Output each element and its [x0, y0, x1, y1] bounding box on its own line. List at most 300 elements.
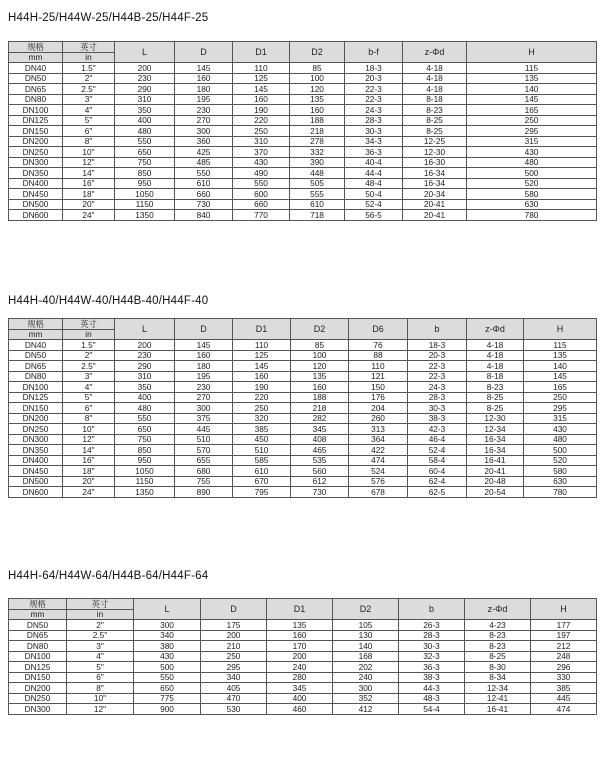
table-cell: 890	[175, 487, 233, 498]
header-unit-in: in	[67, 609, 134, 620]
table-cell: 145	[233, 84, 290, 95]
table-cell: 278	[290, 136, 345, 147]
table-cell: 20"	[63, 476, 115, 487]
table-cell: 650	[115, 424, 175, 435]
table-cell: 110	[233, 340, 291, 351]
table-cell: 36-3	[399, 662, 465, 673]
table-cell: 16"	[63, 455, 115, 466]
table-cell: 4"	[63, 382, 115, 393]
table-cell: 400	[115, 115, 175, 126]
table-cell: 38-3	[399, 672, 465, 683]
table-row	[9, 147, 597, 158]
table-cell: 140	[333, 641, 399, 652]
table-cell: 295	[524, 403, 597, 414]
table-cell: 6"	[63, 126, 115, 137]
table-cell: 40-4	[345, 157, 403, 168]
table-cell: 20"	[63, 199, 115, 210]
table-cell: 145	[524, 371, 597, 382]
table-cell: 4-18	[403, 84, 467, 95]
table-cell: 755	[175, 476, 233, 487]
table-cell: 450	[233, 434, 291, 445]
table-cell: 280	[267, 672, 333, 683]
table-cell: 2"	[63, 350, 115, 361]
table-cell: 22-3	[345, 94, 403, 105]
table-cell: 500	[467, 168, 597, 179]
table-cell: 125	[233, 350, 291, 361]
table-row	[9, 63, 597, 74]
header-col: D1	[233, 319, 291, 340]
table-cell: 445	[531, 693, 597, 704]
table-cell: 160	[290, 105, 345, 116]
table-cell: 430	[524, 424, 597, 435]
table-cell: 1350	[115, 210, 175, 221]
table-cell: DN400	[9, 455, 63, 466]
table-cell: 3"	[67, 641, 134, 652]
header-col: b-f	[345, 42, 403, 63]
table-row	[9, 630, 597, 641]
table-cell: DN50	[9, 620, 67, 631]
table-cell: DN80	[9, 371, 63, 382]
table-cell: 30-3	[399, 641, 465, 652]
table-cell: 345	[267, 683, 333, 694]
table-cell: 4-18	[403, 63, 467, 74]
table-row	[9, 662, 597, 673]
table-cell: 16-34	[467, 434, 524, 445]
table-cell: 400	[115, 392, 175, 403]
table-cell: 195	[175, 94, 233, 105]
table-cell: 18-3	[345, 63, 403, 74]
table-row	[9, 487, 597, 498]
table-cell: 718	[290, 210, 345, 221]
table-row	[9, 424, 597, 435]
table-cell: 218	[291, 403, 349, 414]
table-cell: 352	[333, 693, 399, 704]
table-cell: 135	[524, 350, 597, 361]
table-cell: DN40	[9, 340, 63, 351]
table-cell: 230	[175, 105, 233, 116]
table-row	[9, 361, 597, 372]
table-cell: 20-41	[403, 199, 467, 210]
table-cell: 190	[233, 382, 291, 393]
section-3-title: H44H-64/H44W-64/H44B-64/H44F-64	[8, 570, 209, 582]
table-cell: 485	[175, 157, 233, 168]
table-cell: 332	[290, 147, 345, 158]
table-cell: 576	[349, 476, 408, 487]
table-cell: DN125	[9, 115, 63, 126]
table-cell: 775	[134, 693, 201, 704]
table-cell: 135	[290, 94, 345, 105]
table-cell: 850	[115, 168, 175, 179]
table-cell: 160	[291, 382, 349, 393]
table-cell: 200	[115, 63, 175, 74]
table-cell: 630	[524, 476, 597, 487]
header-col: D6	[349, 319, 408, 340]
table-cell: 300	[134, 620, 201, 631]
table-row	[9, 382, 597, 393]
table-cell: 36-3	[345, 147, 403, 158]
table-cell: 950	[115, 178, 175, 189]
table-cell: 160	[233, 371, 291, 382]
table-cell: 220	[233, 392, 291, 403]
table-cell: DN450	[9, 189, 63, 200]
table-cell: 8-34	[465, 672, 531, 683]
table-cell: 145	[175, 63, 233, 74]
header-unit-in: in	[63, 329, 115, 340]
table-cell: 22-3	[345, 84, 403, 95]
table-cell: 12"	[63, 157, 115, 168]
table-cell: 408	[291, 434, 349, 445]
header-unit-mm: mm	[9, 609, 67, 620]
table-cell: 115	[524, 340, 597, 351]
header-col: b	[399, 599, 465, 620]
table-row	[9, 455, 597, 466]
table-cell: 88	[349, 350, 408, 361]
table-cell: DN250	[9, 147, 63, 158]
table-cell: DN50	[9, 73, 63, 84]
table-row	[9, 434, 597, 445]
table-cell: 315	[524, 413, 597, 424]
table-cell: 350	[115, 382, 175, 393]
table-cell: 145	[175, 340, 233, 351]
table-row	[9, 136, 597, 147]
table-cell: 8-23	[465, 641, 531, 652]
table-cell: DN125	[9, 662, 67, 673]
table-cell: 655	[175, 455, 233, 466]
table-cell: 140	[467, 84, 597, 95]
table-cell: 16-41	[465, 704, 531, 715]
table-cell: 46-4	[408, 434, 467, 445]
table-row	[9, 403, 597, 414]
table-cell: 20-48	[467, 476, 524, 487]
table-cell: 270	[175, 115, 233, 126]
table-cell: 550	[134, 672, 201, 683]
table-cell: 6"	[67, 672, 134, 683]
table-cell: 430	[467, 147, 597, 158]
table-cell: 188	[291, 392, 349, 403]
table-cell: 210	[201, 641, 267, 652]
table-cell: 197	[531, 630, 597, 641]
table-cell: 230	[115, 73, 175, 84]
spec-table-25	[8, 41, 597, 221]
table-cell: 42-3	[408, 424, 467, 435]
table-cell: DN600	[9, 487, 63, 498]
table-cell: 176	[349, 392, 408, 403]
header-col: D	[175, 42, 233, 63]
table-cell: 3"	[63, 371, 115, 382]
table-cell: 240	[267, 662, 333, 673]
table-cell: 610	[290, 199, 345, 210]
header-spec: 规格	[9, 599, 67, 610]
table-cell: 48-4	[345, 178, 403, 189]
table-cell: 12"	[67, 704, 134, 715]
table-cell: 200	[267, 651, 333, 662]
table-cell: 465	[291, 445, 349, 456]
header-col: D2	[291, 319, 349, 340]
header-col: z-Φd	[403, 42, 467, 63]
table-cell: DN500	[9, 199, 63, 210]
table-cell: 370	[233, 147, 290, 158]
table-cell: 950	[115, 455, 175, 466]
table-cell: DN450	[9, 466, 63, 477]
table-cell: 14"	[63, 168, 115, 179]
table-cell: 8-25	[467, 403, 524, 414]
table-cell: DN40	[9, 63, 63, 74]
section-1-title: H44H-25/H44W-25/H44B-25/H44F-25	[8, 12, 209, 24]
table-row	[9, 126, 597, 137]
table-cell: 195	[175, 371, 233, 382]
table-cell: 535	[291, 455, 349, 466]
table-cell: 4-18	[467, 350, 524, 361]
table-cell: 24-3	[345, 105, 403, 116]
header-row	[9, 42, 597, 53]
table-cell: 12"	[63, 434, 115, 445]
table-cell: 14"	[63, 445, 115, 456]
header-col: H	[524, 319, 597, 340]
header-spec: 规格	[9, 319, 63, 330]
table-cell: 4-18	[467, 361, 524, 372]
table-cell: 650	[134, 683, 201, 694]
table-cell: 340	[201, 672, 267, 683]
table-cell: 20-34	[403, 189, 467, 200]
table-cell: 480	[467, 157, 597, 168]
table-cell: 8"	[63, 136, 115, 147]
table-row	[9, 641, 597, 652]
table-cell: DN100	[9, 382, 63, 393]
table-cell: 445	[175, 424, 233, 435]
header-inch: 英寸	[63, 319, 115, 330]
header-col: D	[201, 599, 267, 620]
table-cell: 4-18	[467, 340, 524, 351]
table-cell: 250	[201, 651, 267, 662]
table-cell: 1350	[115, 487, 175, 498]
table-cell: 44-3	[399, 683, 465, 694]
table-row	[9, 413, 597, 424]
table-cell: 350	[115, 105, 175, 116]
table-cell: 180	[175, 361, 233, 372]
table-cell: DN200	[9, 413, 63, 424]
table-cell: 200	[201, 630, 267, 641]
table-cell: 580	[467, 189, 597, 200]
table-cell: 430	[134, 651, 201, 662]
table-cell: 4-23	[465, 620, 531, 631]
table-cell: 425	[175, 147, 233, 158]
table-cell: 8"	[63, 413, 115, 424]
table-cell: 364	[349, 434, 408, 445]
table-cell: DN50	[9, 350, 63, 361]
table-cell: 24"	[63, 210, 115, 221]
table-cell: DN100	[9, 105, 63, 116]
table-cell: 120	[291, 361, 349, 372]
table-cell: 780	[524, 487, 597, 498]
table-cell: 250	[233, 403, 291, 414]
table-cell: DN65	[9, 84, 63, 95]
spec-table-40	[8, 318, 597, 498]
table-cell: 500	[134, 662, 201, 673]
table-row	[9, 466, 597, 477]
table-cell: 570	[175, 445, 233, 456]
table-cell: 10"	[63, 147, 115, 158]
table-cell: 600	[233, 189, 290, 200]
table-cell: DN150	[9, 672, 67, 683]
table-cell: 34-3	[345, 136, 403, 147]
table-cell: 5"	[67, 662, 134, 673]
table-cell: 480	[115, 126, 175, 137]
table-row	[9, 84, 597, 95]
table-cell: 430	[233, 157, 290, 168]
table-cell: 310	[115, 94, 175, 105]
table-cell: 310	[115, 371, 175, 382]
table-cell: 300	[175, 403, 233, 414]
table-cell: 125	[233, 73, 290, 84]
table-cell: 2"	[67, 620, 134, 631]
table-cell: 145	[233, 361, 291, 372]
table-cell: 520	[524, 455, 597, 466]
table-cell: 400	[267, 693, 333, 704]
table-cell: 610	[233, 466, 291, 477]
section-2-title: H44H-40/H44W-40/H44B-40/H44F-40	[8, 295, 209, 307]
table-row	[9, 94, 597, 105]
table-cell: 20-41	[467, 466, 524, 477]
table-cell: 250	[467, 115, 597, 126]
table-row	[9, 105, 597, 116]
table-cell: 52-4	[345, 199, 403, 210]
table-cell: 12-34	[467, 424, 524, 435]
table-cell: 145	[467, 94, 597, 105]
table-cell: 630	[467, 199, 597, 210]
table-cell: 550	[115, 413, 175, 424]
table-cell: 3"	[63, 94, 115, 105]
table-cell: 76	[349, 340, 408, 351]
table-cell: 670	[233, 476, 291, 487]
table-cell: 188	[290, 115, 345, 126]
table-cell: 412	[333, 704, 399, 715]
table-cell: 168	[333, 651, 399, 662]
table-cell: 524	[349, 466, 408, 477]
table-cell: 50-4	[345, 189, 403, 200]
table-cell: 160	[175, 350, 233, 361]
table-cell: 2"	[63, 73, 115, 84]
table-cell: DN350	[9, 445, 63, 456]
table-cell: 585	[233, 455, 291, 466]
table-cell: 385	[233, 424, 291, 435]
table-cell: 160	[233, 94, 290, 105]
table-cell: 560	[291, 466, 349, 477]
table-cell: 375	[175, 413, 233, 424]
table-cell: 550	[175, 168, 233, 179]
table-cell: DN65	[9, 361, 63, 372]
table-cell: 135	[267, 620, 333, 631]
table-cell: 56-5	[345, 210, 403, 221]
table-cell: 100	[290, 73, 345, 84]
table-cell: DN250	[9, 424, 63, 435]
table-cell: 510	[175, 434, 233, 445]
table-cell: DN300	[9, 157, 63, 168]
table-cell: 175	[201, 620, 267, 631]
table-cell: 22-3	[408, 371, 467, 382]
table-cell: 610	[175, 178, 233, 189]
table-cell: DN400	[9, 178, 63, 189]
table-cell: 28-3	[399, 630, 465, 641]
table-cell: 474	[531, 704, 597, 715]
table-cell: 480	[524, 434, 597, 445]
table-cell: 282	[291, 413, 349, 424]
table-cell: 100	[291, 350, 349, 361]
table-cell: 16"	[63, 178, 115, 189]
table-row	[9, 199, 597, 210]
table-cell: 295	[467, 126, 597, 137]
table-cell: 130	[333, 630, 399, 641]
table-cell: 12-30	[467, 413, 524, 424]
table-cell: 555	[290, 189, 345, 200]
table-cell: 200	[115, 340, 175, 351]
table-cell: 290	[115, 84, 175, 95]
table-cell: 8-23	[467, 382, 524, 393]
table-cell: 12-30	[403, 147, 467, 158]
table-cell: 505	[290, 178, 345, 189]
table-cell: 115	[467, 63, 597, 74]
table-cell: 38-3	[408, 413, 467, 424]
spec-table-64	[8, 598, 597, 715]
table-cell: 16-30	[403, 157, 467, 168]
table-cell: 28-3	[408, 392, 467, 403]
header-col: L	[134, 599, 201, 620]
table-cell: 8-18	[403, 94, 467, 105]
table-cell: DN300	[9, 704, 67, 715]
table-cell: 177	[531, 620, 597, 631]
table-cell: 320	[233, 413, 291, 424]
table-row	[9, 371, 597, 382]
table-cell: 52-4	[408, 445, 467, 456]
table-cell: 770	[233, 210, 290, 221]
table-cell: DN350	[9, 168, 63, 179]
table-cell: 135	[291, 371, 349, 382]
table-cell: 5"	[63, 392, 115, 403]
table-cell: 290	[115, 361, 175, 372]
header-unit-mm: mm	[9, 52, 63, 63]
table-cell: 62-4	[408, 476, 467, 487]
table-cell: DN250	[9, 693, 67, 704]
table-cell: 795	[233, 487, 291, 498]
table-row	[9, 620, 597, 631]
header-col: b	[408, 319, 467, 340]
table-cell: 121	[349, 371, 408, 382]
table-row	[9, 350, 597, 361]
table-cell: 150	[349, 382, 408, 393]
table-cell: DN500	[9, 476, 63, 487]
table-row	[9, 445, 597, 456]
table-cell: 16-34	[467, 445, 524, 456]
table-cell: 750	[115, 157, 175, 168]
table-cell: 330	[531, 672, 597, 683]
table-cell: 10"	[67, 693, 134, 704]
header-col: H	[467, 42, 597, 63]
table-cell: 220	[233, 115, 290, 126]
table-cell: 8-23	[403, 105, 467, 116]
table-cell: 30-3	[345, 126, 403, 137]
table-cell: 165	[524, 382, 597, 393]
table-cell: 840	[175, 210, 233, 221]
table-cell: 2.5"	[63, 361, 115, 372]
table-cell: 20-54	[467, 487, 524, 498]
table-cell: 240	[333, 672, 399, 683]
table-cell: 32-3	[399, 651, 465, 662]
table-cell: 180	[175, 84, 233, 95]
table-cell: 30-3	[408, 403, 467, 414]
table-cell: 490	[233, 168, 290, 179]
table-cell: 680	[175, 466, 233, 477]
table-cell: DN200	[9, 136, 63, 147]
table-cell: 44-4	[345, 168, 403, 179]
